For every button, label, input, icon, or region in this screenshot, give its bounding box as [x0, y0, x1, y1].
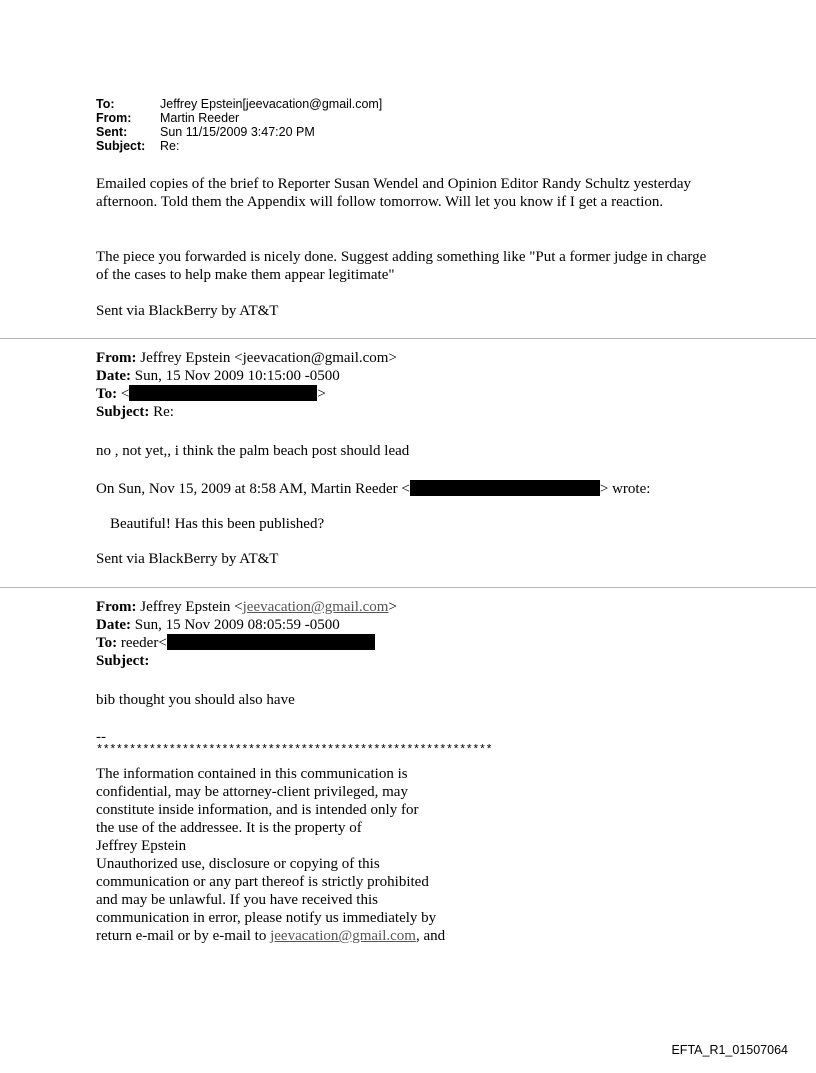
msg2-quote-prefix: On Sun, Nov 15, 2009 at 8:58 AM, Martin Reeder <	[96, 481, 410, 497]
message3-header	[96, 598, 397, 670]
disclaimer-line: Jeffrey Epstein	[96, 838, 187, 854]
msg3-from-label: From:	[96, 599, 137, 615]
body1-paragraph-1: Emailed copies of the brief to Reporter Susan Wendel and Opinion Editor Randy Schultz yesterday afternoon. Told them the Appendix will follow tomorrow. Will let you know if I get a reaction.	[96, 176, 692, 210]
msg3-body: bib thought you should also have	[96, 692, 295, 708]
from-value: Martin Reeder	[160, 111, 240, 125]
disclaimer-line: communication or any part thereof is strictly prohibited	[96, 874, 429, 890]
disclaimer-line: constitute inside information, and is intended only for	[96, 802, 419, 818]
msg3-stars: ************************************************************	[96, 743, 493, 757]
msg3-dashes: --	[96, 729, 106, 745]
msg2-subject-value: Re:	[149, 404, 174, 420]
disclaimer-last-line	[96, 927, 596, 945]
msg2-from-row	[96, 349, 397, 367]
email-header	[96, 97, 382, 153]
header-subject-row	[96, 139, 382, 153]
msg2-date-value: Sun, 15 Nov 2009 10:15:00 -0500	[130, 368, 340, 384]
disclaimer-email-link[interactable]: jeevacation@gmail.com	[270, 928, 416, 944]
disclaimer-line: The information contained in this communication is	[96, 766, 408, 782]
to-value: Jeffrey Epstein[jeevacation@gmail.com]	[160, 97, 383, 111]
disclaimer-last-suffix: , and	[415, 928, 446, 944]
msg2-to-prefix: <	[117, 386, 130, 402]
divider	[0, 338, 816, 339]
divider	[0, 587, 816, 588]
msg2-signature: Sent via BlackBerry by AT&T	[96, 551, 279, 567]
msg2-to-row	[96, 385, 397, 403]
msg2-from-value: Jeffrey Epstein <jeevacation@gmail.com>	[136, 350, 397, 366]
redaction-block	[129, 385, 317, 401]
msg2-date-row	[96, 367, 397, 385]
msg2-quote-line	[96, 480, 650, 498]
msg3-from-email-link[interactable]: jeevacation@gmail.com	[242, 599, 389, 615]
sent-label: Sent:	[96, 125, 128, 139]
msg2-from-label: From:	[96, 350, 137, 366]
redaction-block	[410, 480, 600, 496]
msg3-from-prefix: Jeffrey Epstein <	[136, 599, 243, 615]
document-id: EFTA_R1_01507064	[671, 1043, 788, 1057]
msg3-to-label: To:	[96, 635, 118, 651]
body1-paragraph-2: The piece you forwarded is nicely done. Suggest adding something like "Put a former judge in charge of the cases to help make them appear legitimate"	[96, 249, 707, 283]
msg3-date-value: Sun, 15 Nov 2009 08:05:59 -0500	[130, 617, 340, 633]
msg3-to-prefix: reeder<	[117, 635, 167, 651]
message2-header	[96, 349, 397, 421]
msg2-quoted-text: Beautiful! Has this been published?	[110, 516, 325, 532]
body1-signature: Sent via BlackBerry by AT&T	[96, 303, 279, 319]
disclaimer-last-prefix: return e-mail or by e-mail to	[96, 928, 271, 944]
disclaimer	[96, 765, 596, 945]
disclaimer-line: the use of the addressee. It is the property of	[96, 820, 362, 836]
msg2-subject-label: Subject:	[96, 404, 150, 420]
to-label: To:	[96, 97, 115, 111]
msg3-subject-row	[96, 652, 397, 670]
msg3-subject-label: Subject:	[96, 653, 150, 669]
subject-value: Re:	[160, 139, 180, 153]
sent-value: Sun 11/15/2009 3:47:20 PM	[160, 125, 315, 139]
disclaimer-line: and may be unlawful. If you have received this	[96, 892, 378, 908]
disclaimer-line: communication in error, please notify us immediately by	[96, 910, 437, 926]
header-sent-row	[96, 125, 382, 139]
msg3-date-label: Date:	[96, 617, 131, 633]
msg2-quote-suffix: > wrote:	[599, 481, 651, 497]
msg3-from-suffix: >	[388, 599, 397, 615]
redaction-block	[167, 634, 375, 650]
from-label: From:	[96, 111, 132, 125]
subject-label: Subject:	[96, 139, 146, 153]
msg3-date-row	[96, 616, 397, 634]
disclaimer-line: confidential, may be attorney-client privileged, may	[96, 784, 408, 800]
msg2-to-suffix: >	[317, 386, 326, 402]
header-from-row	[96, 111, 382, 125]
msg3-from-row	[96, 598, 397, 616]
msg2-date-label: Date:	[96, 368, 131, 384]
msg2-subject-row	[96, 403, 397, 421]
header-to-row	[96, 97, 382, 111]
msg3-to-row	[96, 634, 397, 652]
msg2-body: no , not yet,, i think the palm beach post should lead	[96, 443, 410, 459]
msg2-to-label: To:	[96, 386, 118, 402]
disclaimer-line: Unauthorized use, disclosure or copying of this	[96, 856, 380, 872]
